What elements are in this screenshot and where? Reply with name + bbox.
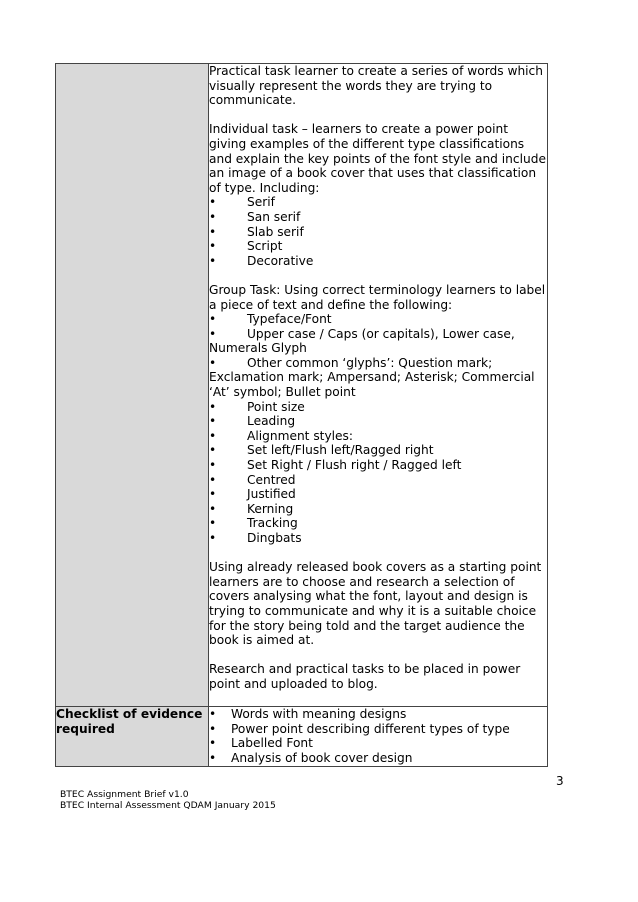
list-item: • Script <box>209 239 283 254</box>
bullet-icon: • <box>209 209 217 224</box>
list-item: • Slab serif <box>209 224 304 239</box>
bullet-icon: • <box>209 312 217 327</box>
bullet-icon: • <box>209 501 217 516</box>
intro-paragraph-1: Practical task learner to create a series of words which visually represent the words they are trying to communicate. <box>209 64 543 108</box>
bullet-icon: • <box>209 443 217 458</box>
list-item: • Upper case / Caps (or capitals), Lower case, Numerals Glyph <box>209 326 515 356</box>
bullet-icon: • <box>209 399 217 414</box>
bullet-icon: • <box>209 458 217 473</box>
bullet-icon: • <box>209 253 217 268</box>
delivery-paragraph: Research and practical tasks to be placed in power point and uploaded to blog. <box>209 662 521 691</box>
list-item: • Tracking <box>209 516 298 531</box>
list-item: • Serif <box>209 195 275 210</box>
task-label-cell <box>56 64 209 707</box>
list-item: • Kerning <box>209 501 294 516</box>
bullet-icon: • <box>209 487 217 502</box>
list-item: • Centred <box>209 472 296 487</box>
list-item: • Justified <box>209 487 296 502</box>
research-paragraph: Using already released book covers as a starting point learners are to choose and research a selection of covers analysing what the font, layout and design is trying to communicate and why it is a suitable choice for the story being told and the target audience the book is aimed at. <box>209 560 542 648</box>
page-footer <box>60 789 276 811</box>
bullet-icon: • <box>209 326 217 341</box>
bullet-icon: • <box>209 414 217 429</box>
list-item: • Labelled Font <box>209 736 313 751</box>
footer-line: BTEC Assignment Brief v1.0 <box>60 789 189 800</box>
bullet-icon: • <box>209 355 217 370</box>
bullet-icon: • <box>209 472 217 487</box>
list-item: • San serif <box>209 209 301 224</box>
list-item: • Other common ‘glyphs’: Question mark; Exclamation mark; Ampersand; Asterisk; Commercial ‘At’ symbol; Bullet point <box>209 355 535 400</box>
bullet-icon: • <box>209 721 217 736</box>
task-row <box>56 64 548 707</box>
list-item: • Words with meaning designs <box>209 707 407 722</box>
list-item: • Set left/Flush left/Ragged right <box>209 443 434 458</box>
group-task-paragraph: Group Task: Using correct terminology learners to label a piece of text and define the following: <box>209 282 546 312</box>
bullet-icon: • <box>209 239 217 254</box>
list-item: • Typeface/Font <box>209 312 332 327</box>
checklist-row <box>56 707 548 766</box>
assignment-table <box>55 63 548 767</box>
list-item: • Point size <box>209 399 305 414</box>
page-number: 3 <box>556 774 564 788</box>
list-item: • Dingbats <box>209 531 302 545</box>
list-item: • Analysis of book cover design <box>209 750 413 765</box>
bullet-icon: • <box>209 428 217 443</box>
list-item: • Set Right / Flush right / Ragged left <box>209 458 462 473</box>
bullet-icon: • <box>209 750 217 765</box>
type-classification-list <box>209 195 547 268</box>
list-item: • Alignment styles: <box>209 428 353 443</box>
task-description-cell <box>209 64 548 707</box>
footer-line: BTEC Internal Assessment QDAM January 2015 <box>60 800 276 811</box>
checklist-items-cell <box>209 707 548 766</box>
list-item: • Leading <box>209 414 296 429</box>
bullet-icon: • <box>209 736 217 751</box>
bullet-icon: • <box>209 516 217 531</box>
bullet-icon: • <box>209 707 217 722</box>
list-item: • Decorative <box>209 253 314 268</box>
intro-paragraph-2: Individual task – learners to create a power point giving examples of the different type classifications and explain the key points of the font style and include an image of a book cover that uses that classification of type. Including: <box>209 122 546 195</box>
terminology-list <box>209 312 547 546</box>
bullet-icon: • <box>209 224 217 239</box>
list-item: • Power point describing different types of type <box>209 721 510 736</box>
bullet-icon: • <box>209 195 217 210</box>
bullet-icon: • <box>209 531 217 545</box>
checklist-label: Checklist of evidence required <box>56 707 209 766</box>
